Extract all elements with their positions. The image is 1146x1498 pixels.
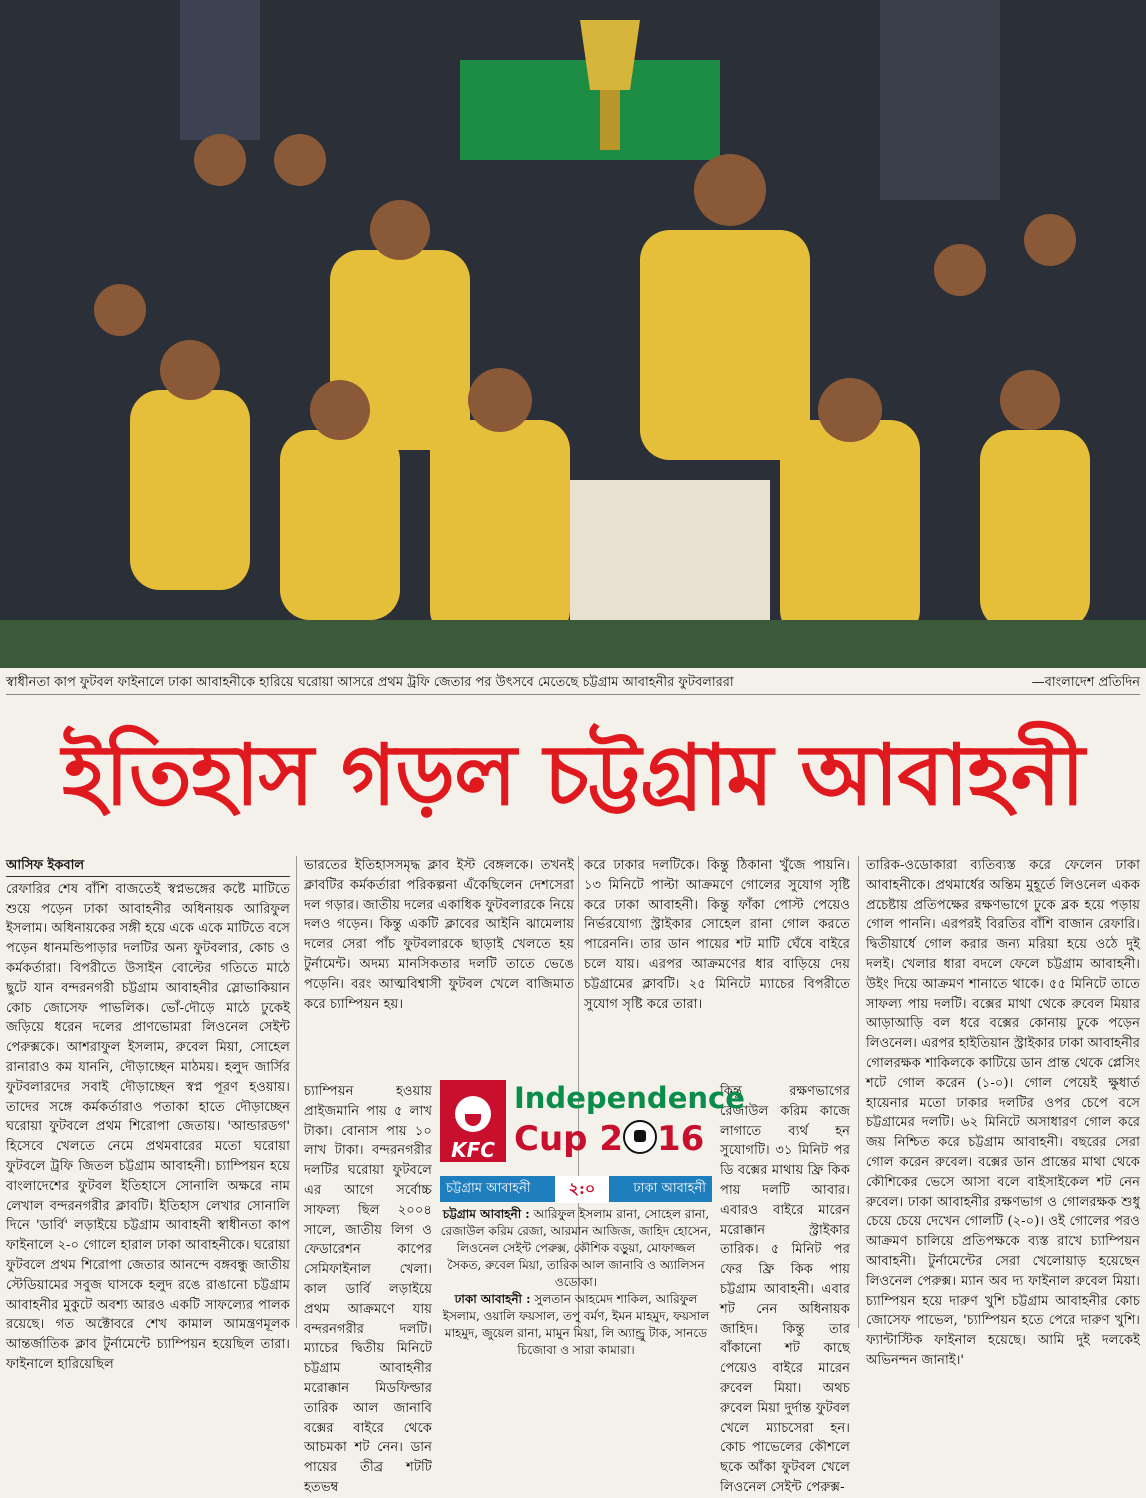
football-icon [623,1120,657,1154]
column-text: করে ঢাকার দলটিকে। কিন্তু ঠিকানা খুঁজে পায়নি। ১৩ মিনিটে পাল্টা আক্রমণে গোলের সুযোগ সৃষ্টি করে ঢাকা আবাহনী। কিন্তু ফাঁকা পোস্ট পেয়েও নির্ভরযোগ্য স্ট্রাইকার সোহেল রানা গোল করতে পারেননি। তার ডান পায়ের শট মাটি ঘেঁষে বাইরে চলে যায়। এরপর আক্রমণের ধার বাড়িয়ে দেয় চট্টগ্রামের ক্লাবটি। ২৫ মিনিটে ম্যাচের বিপরীতে সুযোগ সৃষ্টি করে তারা। [584,858,850,1012]
article-column-2b [304,1082,432,1495]
column-text: রেফারির শেষ বাঁশি বাজতেই স্বপ্নভঙ্গের কষ্টে মাটিতে শুয়ে পড়েন ঢাকা আবাহনীর অধিনায়ক আরিফুল ইসলাম। অধিনায়কের সঙ্গী হয়ে একে একে মাটিতে বসে পড়েন ধানমন্ডিপাড়ার দলটির অন্য ফুটবলার, কোচ ও কর্মকর্তারা। বিপরীতে উসাইন বোল্টের গতিতে মাঠে ছুটে যান বন্দরনগরী চট্টগ্রাম আবাহনীর স্লোভাকিয়ান কোচ জোসেফ পাভলিক। ভোঁ-দৌড়ে মাঠে ঢুকেই জড়িয়ে ধরেন দলের প্রাণভোমরা লিওনেল সেইন্ট পেরুক্সকে। আশরাফুল ইসলাম, রুবেল মিয়া, সোহেল রানারাও কম যাননি, দৌড়াচ্ছেন মাঠময়। হলুদ জার্সির ফুটবলারদের সবাই দৌড়াচ্ছেন স্বপ্ন পূরণ হওয়ায়। তাদের সঙ্গে কর্মকর্তারাও পতাকা হাতে দৌড়াচ্ছেন ঘরোয়া ফুটবলে প্রথম শিরোপা জেতায়। 'আন্ডারডগ' হিসেবে খেলতে নেমে প্রথমবারের মতো ঘরোয়া ফুটবলে ট্রফি জিতল চট্টগ্রাম আবাহনী। চ্যাম্পিয়ন হয়ে বাংলাদেশের ফুটবল ইতিহাসে সোনালি অক্ষরে নাম লেখাল বন্দরনগরীর ক্লাবটি। ইতিহাস লেখার সোনালি দিনে 'ডার্বি' লড়াইয়ে চট্টগ্রাম আবাহনী স্বাধীনতা কাপ ফাইনালে ২-০ গোলে হারাল ঢাকা আবাহনীকে। ঘরোয়া ফুটবলে প্রথম শিরোপা জেতার আনন্দে বঙ্গবন্ধু জাতীয় স্টেডিয়ামের সবুজ ঘাসকে হলুদ রঙে রাঙানো চট্টগ্রাম আবাহনীর মুকুটে অবশ্য আরও একটি সাফল্যের পালক রয়েছে। গত অক্টোবরে শেখ কামাল আমন্ত্রণমূলক আন্তর্জাতিক ক্লাব টুর্নামেন্টে চ্যাম্পিয়ন হয়েছিল তারা। ফাইনালে হারিয়েছিল [6,881,290,1372]
lineup-names: আরিফুল ইসলাম রানা, সোহেল রানা, রেজাউল করিম রেজা, আরমান আজিজ, জাহিদ হোসেন, লিওনেল সেইন্ট পেরুক্স, কৌশিক বড়ুয়া, মোফাজ্জল সৈকত, রুবেল মিয়া, তারিক আল জানাবি ও অ্যালিসন ওডোকা। [440,1207,712,1289]
photo-illustration [0,0,1146,668]
column-divider [858,856,859,1328]
caption-text: স্বাধীনতা কাপ ফুটবল ফাইনালে ঢাকা আবাহনীকে হারিয়ে ঘরোয়া আসরে প্রথম ট্রফি জেতার পর উৎসবে মেতেছে চট্টগ্রাম আবাহনীর ফুটবলাররা [6,674,734,690]
team-right: ঢাকা আবাহনী [633,1180,706,1196]
celebration-photo [0,0,1146,668]
team-left: চট্টগ্রাম আবাহনী [446,1180,531,1196]
lineup-ctg [440,1206,712,1291]
year-text: 16 [657,1119,705,1159]
lineup-label: ঢাকা আবাহনী : [454,1292,531,1306]
lineup-label: চট্টগ্রাম আবাহনী : [442,1207,530,1221]
lineup-names: সুলতান আহমেদ শাকিল, আরিফুল ইসলাম, ওয়ালি ফয়সাল, তপু বর্মণ, ইমন মাহমুদ, ফয়সাল মাহমুদ, জুয়েল রানা, মামুন মিয়া, লি অ্যান্ড্রু টাক, সানডে চিজোবা ও সারা কামারা। [442,1292,710,1357]
lineups [440,1206,712,1357]
colonel-icon [455,1096,491,1132]
column-text: ভারতের ইতিহাসসমৃদ্ধ ক্লাব ইস্ট বেঙ্গলকে। তখনই ক্লাবটির কর্মকর্তারা পরিকল্পনা এঁকেছিলেন দেশসেরা দল গড়ার। জাতীয় দলের একাধিক ফুটবলারকে নিয়ে দলও গড়েন। কিন্তু একটি ক্লাবের আইনি ঝামেলায় দলের সেরা পাঁচ ফুটবলারকে ছাড়াই খেলতে হয় টুর্নামেন্ট। অদম্য মানসিকতার দলটি তাতে ভেঙে পড়েনি। বরং আত্মবিশ্বাসী ফুটবল খেলে বাজিমাত করে চ্যাম্পিয়ন হয়। [304,858,574,1012]
column-text: তারিক-ওডোকারা ব্যতিব্যস্ত করে ফেলেন ঢাকা আবাহনীকে। প্রথমার্ধের অন্তিম মুহূর্তে লিওনেল একক প্রচেষ্টায় প্রতিপক্ষের রক্ষণভাগে ঢুকে ব্লক হয়ে পড়ায় গোল পাননি। এরপরই বিরতির বাঁশি বাজান রেফারি। দ্বিতীয়ার্ধে গোল করার জন্য মরিয়া হয়ে ওঠে দুই দলই। খেলার ধারা বদলে ফেলে চট্টগ্রাম আবাহনী। উইং দিয়ে আক্রমণ শানাতে থাকে। ৫৫ মিনিটে তাতে সাফল্য পায় দলটি। বক্সের মাথা থেকে রুবেল মিয়ার আড়াআড়ি বল ধরে বক্সের কোনায় ঢুকে পড়েন লিওনেল। এরপর হাইতিয়ান স্ট্রাইকার ঢাকা আবাহনীর গোলরক্ষক শাকিলকে কাটিয়ে ডান প্রান্ত থেকে প্লেসিং শটে গোল করেন (১-০)। গোল পেয়েই ক্ষুধার্ত হায়েনার মতো ঢাকার দলটির ওপর চেপে বসে চট্টগ্রামের দলটি। ৬২ মিনিটে অসাধারণ গোল করে জয় নিশ্চিত করে চট্টগ্রাম আবাহনী। বছরের সেরা গোল করেন রুবেল। বক্সের ডান প্রান্তের মাথা থেকে কৌশিকের ভেসে আসা বলে বাইসাইকেল শট নেন রুবেল। ঢাকা আবাহনীর রক্ষণভাগ ও গোলরক্ষক শুধু চেয়ে চেয়ে দেখেন গোলটি (২-০)। ওই গোলের পরও আক্রমণ চালিয়ে প্রতিপক্ষকে ব্যস্ত রাখে চ্যাম্পিয়ন আবাহনী। টুর্নামেন্টের সেরা খেলোয়াড় হয়েছেন লিওনেল পেরুক্স। ম্যান অব দ্য ফাইনাল রুবেল মিয়া। চ্যাম্পিয়ন হয়ে দারুণ খুশি চট্টগ্রাম আবাহনীর কোচ জোসেফ পাভেল, 'চ্যাম্পিয়ন হতে পেরে দারুণ খুশি। ফ্যান্টাস্টিক ফাইনাল হয়েছে। আমি দুই দলকেই অভিনন্দন জানাই।' [866,858,1140,1368]
article-column-1 [6,856,290,1372]
article-column-3b [720,1082,850,1495]
article-column-4 [866,856,1140,1368]
headline: ইতিহাস গড়ল চট্টগ্রাম আবাহনী [62,726,1084,824]
kfc-logo-text: KFC [451,1138,495,1162]
score-bar [440,1176,712,1202]
tournament-box [440,1080,745,1200]
article-column-2 [304,856,574,1081]
byline: আসিফ ইকবাল [6,856,290,877]
cup-text: Cup 2 [514,1119,623,1159]
trophy-icon [580,20,640,90]
article-column-3 [584,856,850,1081]
column-divider [296,856,297,1328]
photo-caption [6,672,1140,695]
final-score: ২:০ [555,1176,610,1203]
column-text: কিন্তু রক্ষণভাগের রেজাউল করিম কাজে লাগাতে ব্যর্থ হন সুযোগটি। ৩১ মিনিট পর ডি বক্সের মাথায় ফ্রি কিক পায় দলটি আবার। এবারও বাইরে মারেন মরোক্কান স্ট্রাইকার তারিক। ৫ মিনিট পর ফের ফ্রি কিক পায় চট্টগ্রাম আবাহনী। এবার শট নেন অধিনায়ক জাহিদ। কিন্তু তার বাঁকানো শট কাছে পেয়েও বাইরে মারেন রুবেল মিয়া। অথচ রুবেল মিয়া দুর্দান্ত ফুটবল খেলে ম্যাচসেরা হন। কোচ পাভেলের কৌশলে ছকে আঁকা ফুটবল খেলে লিওনেল সেইন্ট পেরুক্স- [720,1084,850,1495]
tournament-year [514,1118,704,1160]
photo-credit: —বাংলাদেশ প্রতিদিন [1031,674,1140,690]
tournament-name: Independence [514,1081,745,1115]
column-text: চ্যাম্পিয়ন হওয়ায় প্রাইজমানি পায় ৫ লাখ টাকা। বোনাস পায় ১০ লাখ টাকা। বন্দরনগরীর দলটির ঘরোয়া ফুটবলে এর আগে সর্বোচ্চ সাফল্য ছিল ২০০৪ সালে, জাতীয় লিগ ও ফেডারেশন কাপের সেমিফাইনাল খেলা। কাল ডার্বি লড়াইয়ে প্রথম আক্রমণে যায় বন্দরনগরীর দলটি। ম্যাচের দ্বিতীয় মিনিটে চট্টগ্রাম আবাহনীর মরোক্কান মিডফিল্ডার তারিক আল জানাবি বক্সের বাইরে থেকে আচমকা শট নেন। ডান পায়ের তীব্র শটটি হতভম্ব [304,1084,432,1495]
kfc-logo [440,1080,506,1162]
lineup-dhaka [440,1291,712,1359]
